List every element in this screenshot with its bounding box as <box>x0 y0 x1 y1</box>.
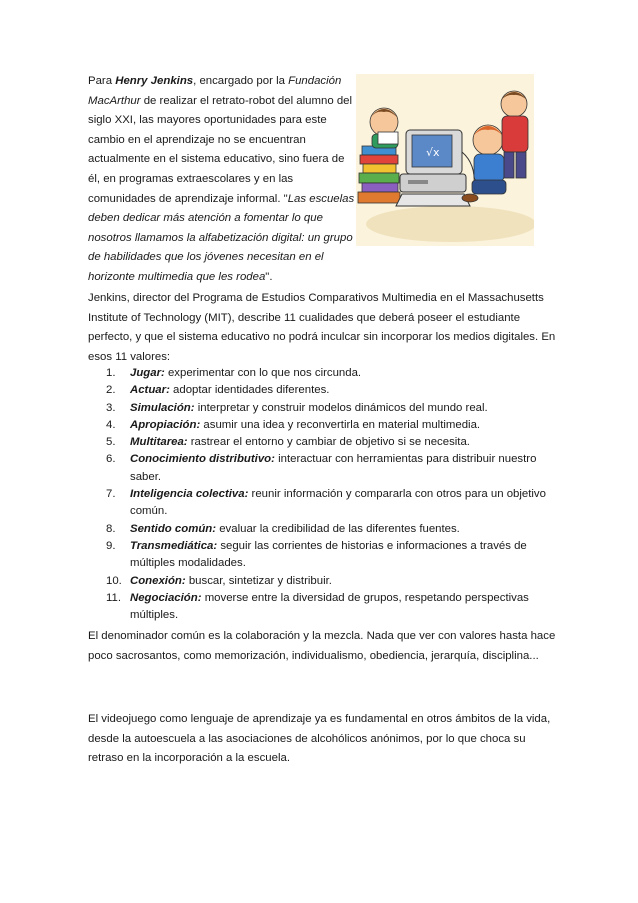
list-item-number: 1. <box>106 367 116 379</box>
list-item-number: 3. <box>106 401 116 414</box>
list-item-term: Transmediática: <box>130 539 218 552</box>
list-item-term: Conexión: <box>130 574 186 587</box>
intro-text-1: Para <box>88 75 116 87</box>
paragraph-common-denominator: El denominador común es la colaboración y la mezcla. Nada que ver con valores hasta hace poco sacrosantos, como memorización, individualismo, obediencia, jerarquía, disciplina... <box>88 630 556 662</box>
list-item-number: 10. <box>106 574 122 587</box>
list-item-term: Negociación: <box>130 591 202 604</box>
list-item-number: 2. <box>106 384 116 397</box>
list-item-term: Multitarea: <box>130 436 188 449</box>
screen-text: √x <box>426 146 440 159</box>
list-item-description: rastrear el entorno y cambiar de objetivo si se necesita. <box>187 436 470 449</box>
intro-text-4: ". <box>265 270 273 283</box>
foundation-name: Fundación MacArthur <box>88 75 342 107</box>
person-name: Henry Jenkins <box>115 75 194 87</box>
intro-text-3: de realizar el retrato-robot del alumno del siglo XXI, las mayores oportunidades para este cambio en el aprendizaje no se encuentran actualmente en el sistema educativo, sino fuera de él, en programas extraescolares y en las comunidades de aprendizaje informal. " <box>88 94 353 205</box>
intro-text-2: , encargado por la <box>193 75 289 87</box>
list-item-term: Apropiación: <box>130 418 201 431</box>
child-reading <box>370 108 398 148</box>
books-stack <box>358 146 400 203</box>
list-item-number: 4. <box>106 418 116 431</box>
list-item <box>88 365 558 382</box>
list-item-description: interactuar con herramientas para distribuir nuestro saber. <box>130 453 537 483</box>
list-item <box>88 590 558 625</box>
list-item-number: 5. <box>106 436 116 449</box>
list-item <box>88 521 558 538</box>
intro-paragraph <box>88 72 356 288</box>
list-item <box>88 400 558 417</box>
paragraph-jenkins-mit: Jenkins, director del Programa de Estudios Comparativos Multimedia en el Massachusetts Institute of Technology (MIT), describe 11 cualidades que deberá poseer el estudiante perfecto, y que el sistema educativo no podrá inculcar sin incorporar los medios digitales. En esos 11 valores: <box>88 292 556 363</box>
list-item-description: interpretar y construir modelos dinámicos del mundo real. <box>194 401 488 414</box>
list-item <box>88 382 558 399</box>
list-item <box>88 434 558 451</box>
list-item-number: 9. <box>106 539 116 552</box>
list-item-description: asumir una idea y reconvertirla en material multimedia. <box>200 418 481 431</box>
list-item <box>88 417 558 434</box>
list-item-description: reunir información y compararla con otros para un objetivo común. <box>130 488 546 518</box>
list-item-description: evaluar la credibilidad de las diferentes fuentes. <box>216 522 460 535</box>
list-item-term: Jugar: <box>130 367 165 379</box>
list-item-term: Sentido común: <box>130 522 217 535</box>
list-item-term: Simulación: <box>130 401 195 414</box>
list-item <box>88 538 558 573</box>
list-item <box>88 573 558 590</box>
list-item-number: 6. <box>106 453 116 466</box>
list-item <box>88 451 558 486</box>
list-item-description: buscar, sintetizar y distribuir. <box>185 574 332 587</box>
paragraph-videogame: El videojuego como lenguaje de aprendizaje ya es fundamental en otros ámbitos de la vida, desde la autoescuela a las asociaciones de alcohólicos anónimos, por lo que choca su retraso en la incorporación a la escuela. <box>88 713 551 765</box>
list-item-description: moverse entre la diversidad de grupos, respetando perspectivas múltiples. <box>130 591 529 622</box>
list-item-description: adoptar identidades diferentes. <box>169 384 330 397</box>
list-item-term: Conocimiento distributivo: <box>130 453 275 466</box>
list-item <box>88 486 558 521</box>
list-item-description: experimentar con lo que nos circunda. <box>164 367 362 379</box>
children-at-computer-illustration <box>356 74 534 246</box>
list-item-number: 7. <box>106 488 116 501</box>
list-item-term: Actuar: <box>130 384 170 397</box>
list-item-number: 11. <box>106 591 121 604</box>
values-list <box>88 365 558 624</box>
list-item-description: seguir las corrientes de historias e informaciones a través de múltiples modalidades. <box>130 539 527 570</box>
intro-quote: Las escuelas deben dedicar más atención a fomentar lo que nosotros llamamos la alfabetización digital: un grupo de habilidades que los jóvenes necesitan en el horizonte multimedia que les rodea <box>88 192 355 283</box>
list-item-term: Inteligencia colectiva: <box>130 488 249 501</box>
list-item-number: 8. <box>106 522 116 535</box>
